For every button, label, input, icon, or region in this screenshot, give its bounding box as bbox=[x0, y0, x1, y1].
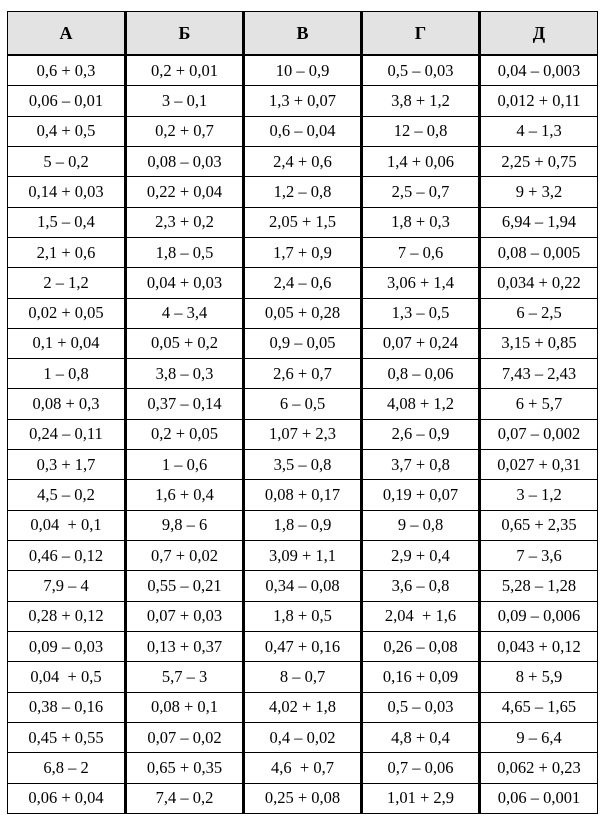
expression-cell: 0,07 – 0,002 bbox=[480, 419, 598, 449]
expression-cell: 3,15 + 0,85 bbox=[480, 328, 598, 358]
table-row bbox=[8, 510, 598, 540]
expression-cell: 0,07 – 0,02 bbox=[126, 722, 244, 752]
table-row bbox=[8, 86, 598, 116]
table-row bbox=[8, 237, 598, 267]
expression-cell: 2,4 – 0,6 bbox=[244, 268, 362, 298]
expression-cell: 0,26 – 0,08 bbox=[362, 631, 480, 661]
table-row bbox=[8, 783, 598, 814]
expression-cell: 4 – 1,3 bbox=[480, 116, 598, 146]
expression-cell: 0,07 + 0,24 bbox=[362, 328, 480, 358]
expression-cell: 0,19 + 0,07 bbox=[362, 480, 480, 510]
expression-cell: 0,09 – 0,006 bbox=[480, 601, 598, 631]
table-row bbox=[8, 207, 598, 237]
table-row bbox=[8, 631, 598, 661]
expression-cell: 0,08 – 0,005 bbox=[480, 237, 598, 267]
table-header bbox=[8, 12, 598, 56]
expression-cell: 9,8 – 6 bbox=[126, 510, 244, 540]
table-row bbox=[8, 571, 598, 601]
table-row bbox=[8, 692, 598, 722]
expression-cell: 0,7 – 0,06 bbox=[362, 753, 480, 783]
worksheet bbox=[7, 11, 598, 814]
expression-cell: 2,25 + 0,75 bbox=[480, 146, 598, 176]
expression-cell: 0,2 + 0,01 bbox=[126, 55, 244, 86]
table-row bbox=[8, 480, 598, 510]
expression-cell: 2,9 + 0,4 bbox=[362, 541, 480, 571]
expression-cell: 9 – 0,8 bbox=[362, 510, 480, 540]
expression-cell: 0,08 + 0,3 bbox=[8, 389, 126, 419]
column-header-b: Б bbox=[126, 12, 244, 56]
expression-cell: 1 – 0,8 bbox=[8, 359, 126, 389]
expression-cell: 8 – 0,7 bbox=[244, 662, 362, 692]
table-row bbox=[8, 55, 598, 86]
column-header-d: Д bbox=[480, 12, 598, 56]
expression-cell: 4 – 3,4 bbox=[126, 298, 244, 328]
expression-cell: 1,3 – 0,5 bbox=[362, 298, 480, 328]
expression-cell: 1,4 + 0,06 bbox=[362, 146, 480, 176]
expression-cell: 4,6 + 0,7 bbox=[244, 753, 362, 783]
expression-cell: 0,012 + 0,11 bbox=[480, 86, 598, 116]
expression-cell: 0,13 + 0,37 bbox=[126, 631, 244, 661]
expression-cell: 0,05 + 0,28 bbox=[244, 298, 362, 328]
expression-cell: 3,09 + 1,1 bbox=[244, 541, 362, 571]
expression-cell: 8 + 5,9 bbox=[480, 662, 598, 692]
expression-cell: 7,4 – 0,2 bbox=[126, 783, 244, 814]
expression-cell: 1,07 + 2,3 bbox=[244, 419, 362, 449]
expression-cell: 0,07 + 0,03 bbox=[126, 601, 244, 631]
table-row bbox=[8, 328, 598, 358]
expression-cell: 0,027 + 0,31 bbox=[480, 450, 598, 480]
expression-cell: 0,06 – 0,001 bbox=[480, 783, 598, 814]
table-row bbox=[8, 177, 598, 207]
expression-cell: 0,062 + 0,23 bbox=[480, 753, 598, 783]
expression-cell: 1,5 – 0,4 bbox=[8, 207, 126, 237]
expression-cell: 7,43 – 2,43 bbox=[480, 359, 598, 389]
header-row bbox=[8, 12, 598, 56]
expression-cell: 4,5 – 0,2 bbox=[8, 480, 126, 510]
expression-cell: 0,37 – 0,14 bbox=[126, 389, 244, 419]
expression-cell: 3 – 1,2 bbox=[480, 480, 598, 510]
expression-cell: 2,1 + 0,6 bbox=[8, 237, 126, 267]
table-row bbox=[8, 541, 598, 571]
expression-cell: 0,6 + 0,3 bbox=[8, 55, 126, 86]
expression-cell: 1,8 + 0,3 bbox=[362, 207, 480, 237]
exercise-table bbox=[7, 11, 598, 814]
expression-cell: 0,043 + 0,12 bbox=[480, 631, 598, 661]
expression-cell: 2,6 + 0,7 bbox=[244, 359, 362, 389]
table-row bbox=[8, 753, 598, 783]
expression-cell: 0,7 + 0,02 bbox=[126, 541, 244, 571]
expression-cell: 0,16 + 0,09 bbox=[362, 662, 480, 692]
table-body bbox=[8, 55, 598, 814]
expression-cell: 5,28 – 1,28 bbox=[480, 571, 598, 601]
expression-cell: 5 – 0,2 bbox=[8, 146, 126, 176]
expression-cell: 0,05 + 0,2 bbox=[126, 328, 244, 358]
expression-cell: 1,8 + 0,5 bbox=[244, 601, 362, 631]
expression-cell: 3,8 – 0,3 bbox=[126, 359, 244, 389]
expression-cell: 9 + 3,2 bbox=[480, 177, 598, 207]
expression-cell: 3,7 + 0,8 bbox=[362, 450, 480, 480]
expression-cell: 3,5 – 0,8 bbox=[244, 450, 362, 480]
expression-cell: 0,3 + 1,7 bbox=[8, 450, 126, 480]
expression-cell: 0,04 – 0,003 bbox=[480, 55, 598, 86]
expression-cell: 1,01 + 2,9 bbox=[362, 783, 480, 814]
expression-cell: 1 – 0,6 bbox=[126, 450, 244, 480]
expression-cell: 0,2 + 0,05 bbox=[126, 419, 244, 449]
expression-cell: 0,28 + 0,12 bbox=[8, 601, 126, 631]
expression-cell: 12 – 0,8 bbox=[362, 116, 480, 146]
expression-cell: 4,02 + 1,8 bbox=[244, 692, 362, 722]
expression-cell: 1,8 – 0,5 bbox=[126, 237, 244, 267]
expression-cell: 2,6 – 0,9 bbox=[362, 419, 480, 449]
column-header-a: А bbox=[8, 12, 126, 56]
expression-cell: 0,6 – 0,04 bbox=[244, 116, 362, 146]
expression-cell: 0,034 + 0,22 bbox=[480, 268, 598, 298]
expression-cell: 0,04 + 0,03 bbox=[126, 268, 244, 298]
table-row bbox=[8, 722, 598, 752]
expression-cell: 2 – 1,2 bbox=[8, 268, 126, 298]
expression-cell: 1,8 – 0,9 bbox=[244, 510, 362, 540]
expression-cell: 0,4 + 0,5 bbox=[8, 116, 126, 146]
expression-cell: 0,5 – 0,03 bbox=[362, 692, 480, 722]
expression-cell: 1,6 + 0,4 bbox=[126, 480, 244, 510]
expression-cell: 4,8 + 0,4 bbox=[362, 722, 480, 752]
expression-cell: 3,6 – 0,8 bbox=[362, 571, 480, 601]
expression-cell: 0,25 + 0,08 bbox=[244, 783, 362, 814]
expression-cell: 0,04 + 0,5 bbox=[8, 662, 126, 692]
expression-cell: 0,06 – 0,01 bbox=[8, 86, 126, 116]
expression-cell: 0,24 – 0,11 bbox=[8, 419, 126, 449]
expression-cell: 3 – 0,1 bbox=[126, 86, 244, 116]
expression-cell: 7 – 3,6 bbox=[480, 541, 598, 571]
expression-cell: 0,02 + 0,05 bbox=[8, 298, 126, 328]
expression-cell: 2,3 + 0,2 bbox=[126, 207, 244, 237]
expression-cell: 0,06 + 0,04 bbox=[8, 783, 126, 814]
table-row bbox=[8, 419, 598, 449]
expression-cell: 0,8 – 0,06 bbox=[362, 359, 480, 389]
table-row bbox=[8, 116, 598, 146]
table-row bbox=[8, 389, 598, 419]
expression-cell: 0,08 + 0,17 bbox=[244, 480, 362, 510]
expression-cell: 2,4 + 0,6 bbox=[244, 146, 362, 176]
expression-cell: 2,5 – 0,7 bbox=[362, 177, 480, 207]
expression-cell: 0,1 + 0,04 bbox=[8, 328, 126, 358]
expression-cell: 0,08 – 0,03 bbox=[126, 146, 244, 176]
expression-cell: 0,9 – 0,05 bbox=[244, 328, 362, 358]
expression-cell: 2,05 + 1,5 bbox=[244, 207, 362, 237]
expression-cell: 2,04 + 1,6 bbox=[362, 601, 480, 631]
expression-cell: 4,08 + 1,2 bbox=[362, 389, 480, 419]
expression-cell: 7 – 0,6 bbox=[362, 237, 480, 267]
expression-cell: 0,04 + 0,1 bbox=[8, 510, 126, 540]
expression-cell: 0,4 – 0,02 bbox=[244, 722, 362, 752]
expression-cell: 1,3 + 0,07 bbox=[244, 86, 362, 116]
table-row bbox=[8, 450, 598, 480]
table-row bbox=[8, 662, 598, 692]
expression-cell: 0,45 + 0,55 bbox=[8, 722, 126, 752]
table-row bbox=[8, 359, 598, 389]
expression-cell: 6 – 0,5 bbox=[244, 389, 362, 419]
table-row bbox=[8, 146, 598, 176]
expression-cell: 4,65 – 1,65 bbox=[480, 692, 598, 722]
expression-cell: 3,8 + 1,2 bbox=[362, 86, 480, 116]
expression-cell: 0,34 – 0,08 bbox=[244, 571, 362, 601]
expression-cell: 0,5 – 0,03 bbox=[362, 55, 480, 86]
expression-cell: 0,65 + 0,35 bbox=[126, 753, 244, 783]
expression-cell: 6 – 2,5 bbox=[480, 298, 598, 328]
table-row bbox=[8, 268, 598, 298]
expression-cell: 0,47 + 0,16 bbox=[244, 631, 362, 661]
expression-cell: 0,09 – 0,03 bbox=[8, 631, 126, 661]
expression-cell: 5,7 – 3 bbox=[126, 662, 244, 692]
expression-cell: 10 – 0,9 bbox=[244, 55, 362, 86]
expression-cell: 0,38 – 0,16 bbox=[8, 692, 126, 722]
expression-cell: 6,94 – 1,94 bbox=[480, 207, 598, 237]
expression-cell: 3,06 + 1,4 bbox=[362, 268, 480, 298]
expression-cell: 0,46 – 0,12 bbox=[8, 541, 126, 571]
column-header-g: Г bbox=[362, 12, 480, 56]
expression-cell: 9 – 6,4 bbox=[480, 722, 598, 752]
expression-cell: 1,2 – 0,8 bbox=[244, 177, 362, 207]
expression-cell: 0,65 + 2,35 bbox=[480, 510, 598, 540]
expression-cell: 6,8 – 2 bbox=[8, 753, 126, 783]
expression-cell: 0,22 + 0,04 bbox=[126, 177, 244, 207]
table-row bbox=[8, 601, 598, 631]
expression-cell: 0,2 + 0,7 bbox=[126, 116, 244, 146]
expression-cell: 6 + 5,7 bbox=[480, 389, 598, 419]
expression-cell: 1,7 + 0,9 bbox=[244, 237, 362, 267]
column-header-v: В bbox=[244, 12, 362, 56]
expression-cell: 7,9 – 4 bbox=[8, 571, 126, 601]
expression-cell: 0,55 – 0,21 bbox=[126, 571, 244, 601]
expression-cell: 0,08 + 0,1 bbox=[126, 692, 244, 722]
table-row bbox=[8, 298, 598, 328]
expression-cell: 0,14 + 0,03 bbox=[8, 177, 126, 207]
